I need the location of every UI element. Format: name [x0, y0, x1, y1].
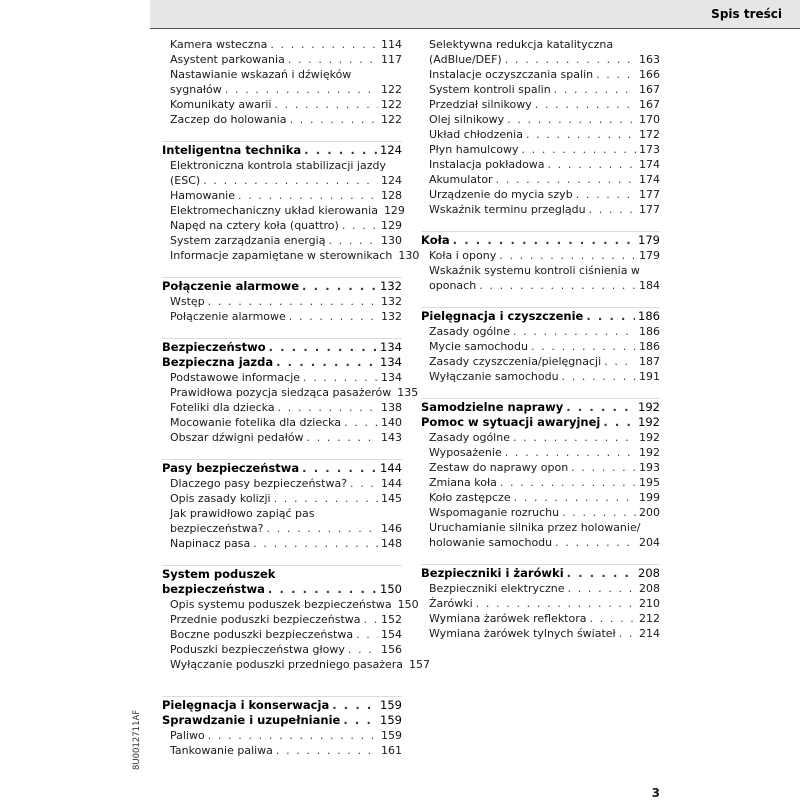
- dot-leader: [304, 143, 377, 158]
- toc-entry-label: Przedział silnikowy: [429, 98, 532, 111]
- toc-entry-label: Inteligentna technika: [162, 143, 302, 157]
- toc-page-number: 122: [381, 98, 402, 111]
- dot-leader: [568, 581, 636, 596]
- dot-leader: [571, 460, 636, 475]
- toc-section-polaczenie-alarmowe[interactable]: [162, 277, 402, 294]
- toc-entry-label: Wyłączanie poduszki przedniego pasażera: [170, 658, 404, 671]
- toc-page-number: 145: [381, 492, 402, 505]
- toc-entry-jak-prawidlowo-zapiac-pas[interactable]: [162, 506, 402, 521]
- dot-leader: [521, 142, 636, 157]
- toc-entry-label: Bezpieczniki elektryczne: [429, 582, 565, 595]
- toc-section-system-poduszek[interactable]: [162, 565, 402, 582]
- toc-entry-adblue-def[interactable]: [421, 52, 660, 67]
- dot-leader: [562, 505, 636, 520]
- dot-leader: [499, 248, 636, 263]
- toc-entry-label: Instalacje oczyszczania spalin: [429, 68, 594, 81]
- toc-page-number: 117: [381, 53, 402, 66]
- toc-entry-oponach[interactable]: [421, 278, 660, 293]
- dot-leader: [208, 294, 378, 309]
- toc-page-number: 208: [639, 582, 660, 595]
- toc-entry-label: Mocowanie fotelika dla dziecka: [170, 416, 342, 429]
- dot-leader: [586, 309, 635, 324]
- toc-entry-wskaznik-systemu-kontroli-cisnienia-w[interactable]: [421, 263, 660, 278]
- toc-entry-label: Boczne poduszki bezpieczeństwa: [170, 628, 354, 641]
- toc-entry-sygnalow[interactable]: [162, 82, 402, 97]
- toc-page-number: 200: [639, 506, 660, 519]
- toc-entry-label: Mycie samochodu: [429, 340, 528, 353]
- toc-entry-label: Bezpieczna jazda: [162, 355, 274, 369]
- toc-section-pomoc-w-sytuacji-awaryjnej[interactable]: [421, 415, 660, 430]
- toc-entry-wyposazenie[interactable]: [421, 445, 660, 460]
- toc-entry-urzadzenie-do-mycia-szyb[interactable]: [421, 187, 660, 202]
- dot-leader: [350, 476, 378, 491]
- dot-leader: [344, 415, 378, 430]
- toc-entry-system-kontroli-spalin[interactable]: [421, 82, 660, 97]
- toc-page-number: 192: [639, 446, 660, 459]
- toc-entry-label: bezpieczeństwa?: [170, 522, 264, 535]
- toc-page-number: 132: [381, 295, 402, 308]
- toc-page-number: 187: [639, 355, 660, 368]
- toc-entry-elektroniczna-kontrola-stabilizacji-jazdy[interactable]: [162, 158, 402, 173]
- toc-entry-napinacz-pasa[interactable]: [162, 536, 402, 551]
- toc-page-number: 177: [639, 203, 660, 216]
- dot-leader: [500, 475, 636, 490]
- toc-page-number: 179: [639, 249, 660, 262]
- toc-page-number: 140: [381, 416, 402, 429]
- toc-entry-tankowanie-paliwa[interactable]: [162, 743, 402, 758]
- toc-entry-zarowki[interactable]: [421, 596, 660, 611]
- dot-leader: [332, 698, 377, 713]
- toc-entry-label: Pasy bezpieczeństwa: [162, 461, 300, 475]
- toc-page-number: 132: [380, 279, 402, 293]
- toc-page-number: 184: [639, 279, 660, 292]
- dot-leader: [589, 202, 636, 217]
- dot-leader: [343, 713, 377, 728]
- toc-section-samodzielne-naprawy[interactable]: [421, 398, 660, 415]
- toc-section-sprawdzanie-i-uzupelnianie[interactable]: [162, 713, 402, 728]
- toc-entry-prawidlowa-pozycja-siedzaca-pasazerow[interactable]: [162, 385, 419, 400]
- dot-leader: [590, 611, 637, 626]
- toc-page-number: 170: [639, 113, 660, 126]
- toc-page-number: 135: [397, 386, 419, 399]
- toc-entry-bezpieczenstwa[interactable]: [162, 521, 402, 536]
- toc-entry-zasady-ogolne[interactable]: [421, 430, 660, 445]
- toc-entry-instalacja-pokladowa[interactable]: [421, 157, 660, 172]
- toc-entry-label: Napinacz pasa: [170, 537, 251, 550]
- toc-entry-label: Koła i opony: [429, 249, 497, 262]
- dot-leader: [513, 324, 636, 339]
- dot-leader: [289, 309, 378, 324]
- dot-leader: [535, 97, 636, 112]
- toc-entry-label: Pielęgnacja i czyszczenie: [421, 309, 584, 323]
- toc-page-number: 130: [398, 249, 420, 262]
- toc-page-number: 186: [639, 325, 660, 338]
- toc-entry-label: Zasady czyszczenia/pielęgnacji: [429, 355, 602, 368]
- toc-entry-podstawowe-informacje[interactable]: [162, 370, 402, 385]
- dot-leader: [364, 612, 378, 627]
- dot-leader: [307, 430, 378, 445]
- toc-entry-label: Selektywna redukcja katalityczna: [429, 38, 614, 51]
- dot-leader: [276, 743, 378, 758]
- toc-section-pielegnacja-i-czyszczenie[interactable]: [421, 307, 660, 324]
- toc-entry-label: Akumulator: [429, 173, 493, 186]
- toc-entry-label: (ESC): [170, 174, 201, 187]
- toc-page-number: 212: [639, 612, 660, 625]
- toc-entry-label: sygnałów: [170, 83, 222, 96]
- dot-leader: [576, 187, 636, 202]
- dot-leader: [328, 233, 378, 248]
- toc-entry-opis-zasady-kolizji[interactable]: [162, 491, 402, 506]
- toc-entry-label: Przednie poduszki bezpieczeństwa: [170, 613, 361, 626]
- toc-page-number: 186: [638, 309, 660, 323]
- dot-leader: [238, 188, 378, 203]
- toc-entry-informacje-zapamietane-w-sterownikach[interactable]: [162, 248, 420, 263]
- toc-entry-label: Komunikaty awarii: [170, 98, 272, 111]
- toc-page-number: 177: [639, 188, 660, 201]
- dot-leader: [225, 82, 378, 97]
- toc-page-number: 144: [380, 461, 402, 475]
- toc-page-number: 167: [639, 83, 660, 96]
- toc-entry-dlaczego-pasy-bezpieczenstwa[interactable]: [162, 476, 402, 491]
- toc-section-bezpieczenstwo[interactable]: [162, 338, 402, 355]
- dot-leader: [603, 415, 635, 430]
- toc-entry-label: Pielęgnacja i konserwacja: [162, 698, 330, 712]
- toc-entry-label: Poduszki bezpieczeństwa głowy: [170, 643, 345, 656]
- toc-page-number: 174: [639, 173, 660, 186]
- toc-entry-foteliki-dla-dziecka[interactable]: [162, 400, 402, 415]
- dot-leader: [269, 340, 377, 355]
- toc-entry-paliwo[interactable]: [162, 728, 402, 743]
- toc-section-kola[interactable]: [421, 231, 660, 248]
- toc-entry-label: Pomoc w sytuacji awaryjnej: [421, 415, 601, 429]
- toc-entry-label: Informacje zapamiętane w sterownikach: [170, 249, 393, 262]
- toc-entry-wstep[interactable]: [162, 294, 402, 309]
- dot-leader: [566, 400, 635, 415]
- dot-leader: [513, 430, 636, 445]
- toc-entry-kamera-wsteczna[interactable]: [162, 37, 402, 52]
- dot-leader: [505, 52, 636, 67]
- toc-entry-label: Połączenie alarmowe: [162, 279, 300, 293]
- toc-entry-label: Hamowanie: [170, 189, 235, 202]
- toc-page-number: 146: [381, 522, 402, 535]
- header-rule: [150, 28, 800, 29]
- toc-entry-label: bezpieczeństwa: [162, 582, 265, 596]
- toc-page-number: 124: [381, 174, 402, 187]
- toc-entry-label: Bezpieczeństwo: [162, 340, 266, 354]
- dot-leader: [270, 37, 378, 52]
- dot-leader: [268, 582, 377, 597]
- toc-entry-label: Elektroniczna kontrola stabilizacji jazdy: [170, 159, 386, 172]
- toc-entry-label: Podstawowe informacje: [170, 371, 301, 384]
- dot-leader: [514, 490, 636, 505]
- toc-entry-zasady-ogolne[interactable]: [421, 324, 660, 339]
- toc-entry-label: Asystent parkowania: [170, 53, 285, 66]
- dot-leader: [253, 536, 378, 551]
- toc-entry-zaczep-do-holowania[interactable]: [162, 112, 402, 127]
- toc-entry-label: Kamera wsteczna: [170, 38, 268, 51]
- toc-entry-label: Napęd na cztery koła (quattro): [170, 219, 339, 232]
- toc-entry-wymiana-zarowek-reflektora[interactable]: [421, 611, 660, 626]
- toc-section-inteligentna-technika[interactable]: [162, 141, 402, 158]
- toc-section-bezpieczna-jazda[interactable]: [162, 355, 402, 370]
- toc-section-bezpieczenstwa[interactable]: [162, 582, 402, 597]
- toc-entry-wskaznik-terminu-przegladu[interactable]: [421, 202, 660, 217]
- toc-entry-boczne-poduszki-bezpieczenstwa[interactable]: [162, 627, 402, 642]
- dot-leader: [479, 278, 636, 293]
- toc-entry-label: Zaczep do holowania: [170, 113, 287, 126]
- toc-entry-hamowanie[interactable]: [162, 188, 402, 203]
- page-number: 3: [651, 786, 660, 800]
- toc-entry-label: Połączenie alarmowe: [170, 310, 286, 323]
- toc-entry-label: Sprawdzanie i uzupełnianie: [162, 713, 341, 727]
- toc-entry-nastawianie-wskazan-i-dzwiekow[interactable]: [162, 67, 402, 82]
- toc-entry-kola-i-opony[interactable]: [421, 248, 660, 263]
- dot-leader: [496, 172, 636, 187]
- toc-entry-label: System poduszek: [162, 567, 276, 581]
- dot-leader: [276, 355, 377, 370]
- toc-page-number: 150: [397, 598, 419, 611]
- toc-page-number: 214: [639, 627, 660, 640]
- toc-page-number: 191: [639, 370, 660, 383]
- toc-page-number: 143: [381, 431, 402, 444]
- toc-entry-label: Elektromechaniczny układ kierowania: [170, 204, 378, 217]
- toc-entry-label: Prawidłowa pozycja siedząca pasażerów: [170, 386, 392, 399]
- dot-leader: [562, 369, 636, 384]
- toc-entry-label: Urządzenie do mycia szyb: [429, 188, 573, 201]
- toc-entry-esc[interactable]: [162, 173, 402, 188]
- toc-page-number: 210: [639, 597, 660, 610]
- toc-entry-label: Wymiana żarówek tylnych świateł: [429, 627, 616, 640]
- toc-entry-label: Samodzielne naprawy: [421, 400, 564, 414]
- toc-entry-bezpieczniki-elektryczne[interactable]: [421, 581, 660, 596]
- toc-entry-label: Foteliki dla dziecka: [170, 401, 275, 414]
- toc-page-number: 124: [380, 143, 402, 157]
- toc-page-number: 186: [639, 340, 660, 353]
- toc-entry-label: Nastawianie wskazań i dźwięków: [170, 68, 352, 81]
- toc-page-number: 122: [381, 83, 402, 96]
- toc-page-number: 134: [380, 340, 402, 354]
- toc-page-number: 174: [639, 158, 660, 171]
- toc-entry-label: Paliwo: [170, 729, 205, 742]
- toc-entry-label: Dlaczego pasy bezpieczeństwa?: [170, 477, 348, 490]
- toc-entry-kolo-zastepcze[interactable]: [421, 490, 660, 505]
- toc-page-number: 159: [381, 729, 402, 742]
- dot-leader: [203, 173, 378, 188]
- dot-leader: [453, 233, 635, 248]
- toc-entry-label: Obszar dźwigni pedałów: [170, 431, 304, 444]
- toc-page-number: 195: [639, 476, 660, 489]
- toc-entry-label: Opis zasady kolizji: [170, 492, 271, 505]
- dot-leader: [507, 112, 636, 127]
- dot-leader: [596, 67, 636, 82]
- dot-leader: [290, 112, 378, 127]
- dot-leader: [208, 728, 378, 743]
- toc-page-number: 159: [380, 713, 402, 727]
- toc-page-number: 193: [639, 461, 660, 474]
- dot-leader: [356, 627, 378, 642]
- toc-left-column: [162, 37, 431, 758]
- dot-leader: [505, 445, 636, 460]
- dot-leader: [303, 370, 378, 385]
- toc-page-number: 144: [381, 477, 402, 490]
- toc-entry-naped-na-cztery-kola-quattro[interactable]: [162, 218, 402, 233]
- toc-page-number: 130: [381, 234, 402, 247]
- page-header-title: Spis treści: [711, 7, 782, 21]
- toc-page-number: 159: [380, 698, 402, 712]
- dot-leader: [342, 218, 378, 233]
- toc-entry-poduszki-bezpieczenstwa-glowy[interactable]: [162, 642, 402, 657]
- dot-leader: [531, 339, 636, 354]
- toc-page-number: 157: [409, 658, 431, 671]
- toc-page-number: 134: [381, 371, 402, 384]
- header-band: [150, 0, 800, 28]
- toc-page-number: 152: [381, 613, 402, 626]
- toc-entry-przednie-poduszki-bezpieczenstwa[interactable]: [162, 612, 402, 627]
- toc-section-pasy-bezpieczenstwa[interactable]: [162, 459, 402, 476]
- toc-entry-asystent-parkowania[interactable]: [162, 52, 402, 67]
- dot-leader: [567, 566, 635, 581]
- toc-entry-przedzial-silnikowy[interactable]: [421, 97, 660, 112]
- toc-entry-obszar-dzwigni-pedalow[interactable]: [162, 430, 402, 445]
- toc-entry-label: Jak prawidłowo zapiąć pas: [170, 507, 315, 520]
- toc-entry-label: holowanie samochodu: [429, 536, 553, 549]
- dot-leader: [604, 354, 636, 369]
- toc-entry-label: Wspomaganie rozruchu: [429, 506, 560, 519]
- toc-entry-label: Układ chłodzenia: [429, 128, 523, 141]
- toc-section-bezpieczniki-i-zarowki[interactable]: [421, 564, 660, 581]
- toc-entry-label: (AdBlue/DEF): [429, 53, 502, 66]
- toc-entry-akumulator[interactable]: [421, 172, 660, 187]
- toc-page-number: 199: [639, 491, 660, 504]
- toc-entry-holowanie-samochodu[interactable]: [421, 535, 660, 550]
- dot-leader: [288, 52, 378, 67]
- toc-page-number: 114: [381, 38, 402, 51]
- dot-leader: [476, 596, 636, 611]
- dot-leader: [278, 400, 378, 415]
- toc-page-number: 163: [639, 53, 660, 66]
- toc-right-column: [421, 37, 660, 641]
- toc-entry-wymiana-zarowek-tylnych-swiatel[interactable]: [421, 626, 660, 641]
- toc-entry-komunikaty-awarii[interactable]: [162, 97, 402, 112]
- toc-entry-label: Zmiana koła: [429, 476, 497, 489]
- dot-leader: [267, 521, 378, 536]
- toc-page-number: 179: [638, 233, 660, 247]
- toc-entry-label: Opis systemu poduszek bezpieczeństwa: [170, 598, 392, 611]
- toc-entry-mycie-samochodu[interactable]: [421, 339, 660, 354]
- toc-page-number: 134: [380, 355, 402, 369]
- dot-leader: [302, 279, 377, 294]
- toc-entry-label: Koło zastępcze: [429, 491, 511, 504]
- toc-entry-label: Koła: [421, 233, 450, 247]
- toc-entry-label: Płyn hamulcowy: [429, 143, 519, 156]
- toc-section-pielegnacja-i-konserwacja[interactable]: [162, 696, 402, 713]
- toc-page-number: 161: [381, 744, 402, 757]
- toc-page-number: 192: [638, 415, 660, 429]
- toc-page-number: 166: [639, 68, 660, 81]
- toc-entry-zasady-czyszczenia-pielegnacji[interactable]: [421, 354, 660, 369]
- toc-page-number: 132: [381, 310, 402, 323]
- toc-page-number: 204: [639, 536, 660, 549]
- toc-entry-selektywna-redukcja-katalityczna[interactable]: [421, 37, 660, 52]
- toc-page-number: 208: [638, 566, 660, 580]
- toc-page-number: 156: [381, 643, 402, 656]
- toc-entry-label: oponach: [429, 279, 477, 292]
- toc-entry-label: Instalacja pokładowa: [429, 158, 545, 171]
- toc-entry-label: Wskaźnik terminu przeglądu: [429, 203, 586, 216]
- dot-leader: [555, 535, 636, 550]
- toc-entry-label: System zarządzania energią: [170, 234, 326, 247]
- toc-entry-label: Tankowanie paliwa: [170, 744, 273, 757]
- toc-entry-label: Wskaźnik systemu kontroli ciśnienia w: [429, 264, 640, 277]
- toc-page-number: 172: [639, 128, 660, 141]
- toc-entry-system-zarzadzania-energia[interactable]: [162, 233, 402, 248]
- toc-entry-wspomaganie-rozruchu[interactable]: [421, 505, 660, 520]
- toc-page-number: 192: [638, 400, 660, 414]
- dot-leader: [548, 157, 636, 172]
- toc-entry-label: System kontroli spalin: [429, 83, 551, 96]
- toc-entry-label: Wyposażenie: [429, 446, 502, 459]
- toc-entry-label: Zasady ogólne: [429, 325, 510, 338]
- toc-page-number: 154: [381, 628, 402, 641]
- dot-leader: [619, 626, 636, 641]
- document-code: 8U0012711AF: [132, 709, 142, 770]
- toc-entry-plyn-hamulcowy[interactable]: [421, 142, 660, 157]
- toc-page-number: 128: [381, 189, 402, 202]
- toc-page-number: 167: [639, 98, 660, 111]
- toc-entry-label: Zestaw do naprawy opon: [429, 461, 569, 474]
- toc-entry-opis-systemu-poduszek-bezpieczenstwa[interactable]: [162, 597, 419, 612]
- toc-entry-label: Olej silnikowy: [429, 113, 505, 126]
- toc-entry-zmiana-kola[interactable]: [421, 475, 660, 490]
- toc-entry-olej-silnikowy[interactable]: [421, 112, 660, 127]
- toc-page-number: 192: [639, 431, 660, 444]
- dot-leader: [554, 82, 636, 97]
- toc-entry-label: Uruchamianie silnika przez holowanie/: [429, 521, 641, 534]
- toc-entry-instalacje-oczyszczania-spalin[interactable]: [421, 67, 660, 82]
- toc-entry-label: Wstęp: [170, 295, 205, 308]
- toc-entry-polaczenie-alarmowe[interactable]: [162, 309, 402, 324]
- toc-entry-wylaczanie-poduszki-przedniego-pasazera[interactable]: [162, 657, 431, 672]
- toc-page-number: 122: [381, 113, 402, 126]
- dot-leader: [302, 461, 377, 476]
- toc-entry-elektromechaniczny-uklad-kierowania[interactable]: [162, 203, 405, 218]
- toc-entry-label: Bezpieczniki i żarówki: [421, 566, 564, 580]
- toc-entry-wylaczanie-samochodu[interactable]: [421, 369, 660, 384]
- toc-page-number: 148: [381, 537, 402, 550]
- toc-entry-label: Żarówki: [429, 597, 473, 610]
- toc-page-number: 129: [383, 204, 405, 217]
- toc-entry-label: Wymiana żarówek reflektora: [429, 612, 587, 625]
- toc-page-number: 173: [639, 143, 660, 156]
- toc-entry-uruchamianie-silnika-przez-holowanie[interactable]: [421, 520, 660, 535]
- toc-page-number: 138: [381, 401, 402, 414]
- toc-entry-zestaw-do-naprawy-opon[interactable]: [421, 460, 660, 475]
- dot-leader: [274, 97, 378, 112]
- toc-entry-label: Wyłączanie samochodu: [429, 370, 559, 383]
- dot-leader: [348, 642, 378, 657]
- toc-entry-label: Zasady ogólne: [429, 431, 510, 444]
- toc-entry-uklad-chlodzenia[interactable]: [421, 127, 660, 142]
- toc-page-number: 150: [380, 582, 402, 596]
- dot-leader: [526, 127, 636, 142]
- toc-page-number: 129: [381, 219, 402, 232]
- dot-leader: [274, 491, 378, 506]
- toc-entry-mocowanie-fotelika-dla-dziecka[interactable]: [162, 415, 402, 430]
